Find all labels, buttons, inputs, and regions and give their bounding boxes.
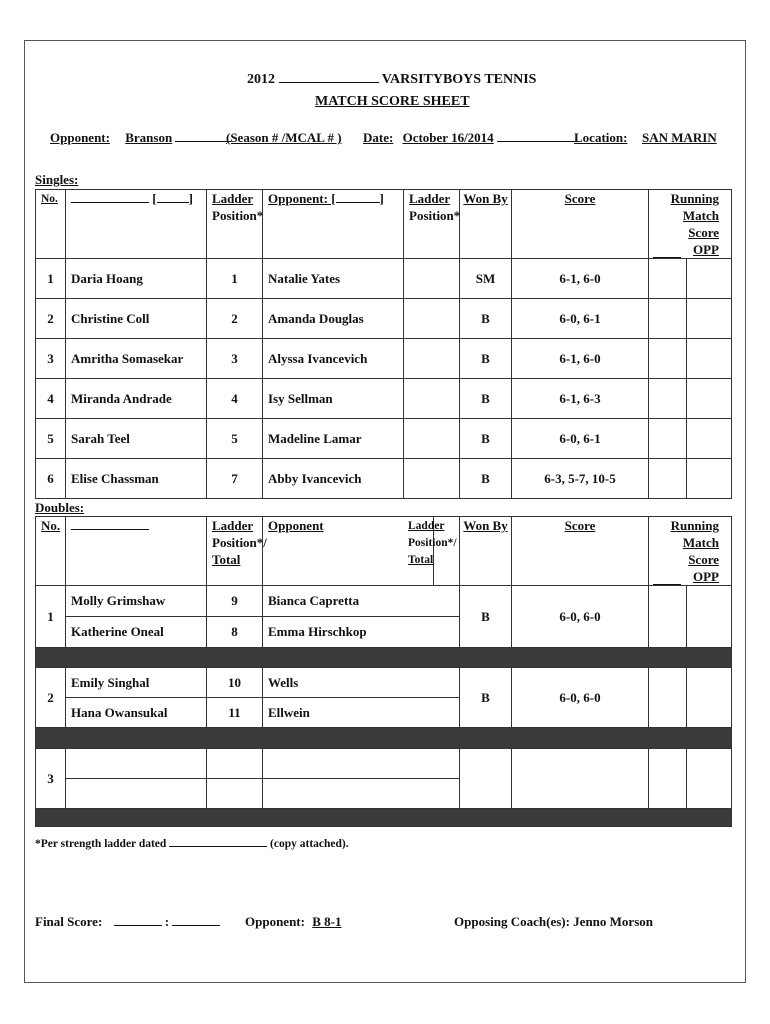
doubles-team-row <box>36 668 732 698</box>
singles-row <box>36 299 732 339</box>
singles-running-home <box>649 419 687 459</box>
doubles-ladder-1: 9 <box>207 586 263 617</box>
singles-score: 6-1, 6-3 <box>512 379 649 419</box>
doubles-player-1 <box>66 749 207 779</box>
location-value: SAN MARIN <box>642 130 717 145</box>
doubles-player-2: Katherine Oneal <box>66 617 207 648</box>
singles-won-by: B <box>460 339 512 379</box>
doubles-running-home <box>649 749 687 809</box>
singles-running-opp <box>687 419 732 459</box>
singles-player: Elise Chassman <box>66 459 207 499</box>
doubles-opponent-2 <box>263 779 460 809</box>
doubles-player-2 <box>66 779 207 809</box>
singles-ladder: 7 <box>207 459 263 499</box>
doubles-divider <box>36 809 732 827</box>
singles-opponent: Abby Ivancevich <box>263 459 404 499</box>
singles-running-home <box>649 459 687 499</box>
singles-score: 6-1, 6-0 <box>512 259 649 299</box>
doubles-opponent-1: Wells <box>263 668 460 698</box>
singles-no: 1 <box>36 259 66 299</box>
doubles-header-row <box>36 517 732 586</box>
doubles-no: 1 <box>36 586 66 648</box>
doubles-opponent-2: Ellwein <box>263 698 460 728</box>
doubles-score: 6-0, 6-0 <box>512 586 649 648</box>
singles-player: Sarah Teel <box>66 419 207 459</box>
singles-won-by: B <box>460 299 512 339</box>
singles-section-label: Singles: <box>35 172 79 187</box>
singles-ladder: 4 <box>207 379 263 419</box>
doubles-opponent-1: Bianca Capretta <box>263 586 460 617</box>
doubles-col-won-by: Won By <box>460 517 512 586</box>
doubles-player-1: Molly Grimshaw <box>66 586 207 617</box>
singles-player: Amritha Somasekar <box>66 339 207 379</box>
singles-no: 2 <box>36 299 66 339</box>
date-value: October 16/2014 <box>402 130 494 145</box>
singles-won-by: B <box>460 379 512 419</box>
singles-col-opponent: Opponent: [ ] <box>263 190 404 259</box>
doubles-ladder-1 <box>207 749 263 779</box>
doubles-col-running: Running Match Score OPP <box>649 517 732 586</box>
singles-col-player: [ ] <box>66 190 207 259</box>
singles-ladder: 5 <box>207 419 263 459</box>
singles-row <box>36 379 732 419</box>
singles-row <box>36 259 732 299</box>
doubles-player-2: Hana Owansukal <box>66 698 207 728</box>
singles-opponent: Natalie Yates <box>263 259 404 299</box>
doubles-running-home <box>649 668 687 728</box>
final-score-label: Final Score: <box>35 914 103 929</box>
doubles-team-row <box>36 749 732 779</box>
singles-header-row <box>36 190 732 259</box>
singles-running-opp <box>687 259 732 299</box>
singles-no: 6 <box>36 459 66 499</box>
doubles-col-score: Score <box>512 517 649 586</box>
doubles-no: 2 <box>36 668 66 728</box>
singles-won-by: B <box>460 419 512 459</box>
opponent-line <box>50 130 231 146</box>
singles-opp-ladder <box>404 299 460 339</box>
singles-opponent: Madeline Lamar <box>263 419 404 459</box>
singles-row <box>36 339 732 379</box>
singles-no: 3 <box>36 339 66 379</box>
doubles-score <box>512 749 649 809</box>
doubles-no: 3 <box>36 749 66 809</box>
singles-player: Miranda Andrade <box>66 379 207 419</box>
opposing-coach: Opposing Coach(es): Jenno Morson <box>454 914 653 929</box>
doubles-score: 6-0, 6-0 <box>512 668 649 728</box>
singles-running-opp <box>687 299 732 339</box>
singles-opponent: Isy Sellman <box>263 379 404 419</box>
singles-no: 5 <box>36 419 66 459</box>
singles-won-by: SM <box>460 259 512 299</box>
singles-score: 6-1, 6-0 <box>512 339 649 379</box>
doubles-col-ladder: Ladder Position*/ Total <box>207 517 263 586</box>
doubles-running-opp <box>687 668 732 728</box>
singles-col-opp-ladder: Ladder Position* <box>404 190 460 259</box>
doubles-running-opp <box>687 586 732 648</box>
singles-score: 6-3, 5-7, 10-5 <box>512 459 649 499</box>
final-score-line: Final Score: : <box>35 914 220 930</box>
singles-score: 6-0, 6-1 <box>512 299 649 339</box>
doubles-running-opp <box>687 749 732 809</box>
sheet-title: 2012 VARSITYBOYS TENNIS <box>247 72 537 87</box>
singles-col-score: Score <box>512 190 649 259</box>
singles-running-home <box>649 259 687 299</box>
date-line <box>363 130 579 146</box>
singles-col-won-by: Won By <box>460 190 512 259</box>
singles-ladder: 1 <box>207 259 263 299</box>
singles-opp-ladder <box>404 379 460 419</box>
singles-running-opp <box>687 379 732 419</box>
singles-no: 4 <box>36 379 66 419</box>
doubles-won-by: B <box>460 586 512 648</box>
singles-won-by: B <box>460 459 512 499</box>
doubles-won-by <box>460 749 512 809</box>
singles-running-opp <box>687 459 732 499</box>
doubles-won-by: B <box>460 668 512 728</box>
doubles-ladder-2: 8 <box>207 617 263 648</box>
singles-opp-ladder <box>404 459 460 499</box>
singles-running-home <box>649 379 687 419</box>
doubles-player-1: Emily Singhal <box>66 668 207 698</box>
singles-col-no: No. <box>36 190 66 259</box>
doubles-team-row <box>36 586 732 617</box>
final-opponent-value: B 8-1 <box>312 914 342 929</box>
singles-player: Christine Coll <box>66 299 207 339</box>
doubles-table <box>35 516 732 827</box>
ladder-note: *Per strength ladder dated (copy attached). <box>35 838 349 850</box>
season-label: (Season # /MCAL # ) <box>226 130 342 145</box>
doubles-opponent-1 <box>263 749 460 779</box>
doubles-col-opp-ladder-label: Ladder Position*/ Total <box>408 520 457 566</box>
opponent-label: Opponent: <box>50 130 110 145</box>
date-label: Date: <box>363 130 394 145</box>
singles-col-running: Running Match Score OPP <box>649 190 732 259</box>
final-opponent-label: Opponent: <box>245 914 305 929</box>
doubles-ladder-2 <box>207 779 263 809</box>
opponent-value: Branson <box>125 130 173 145</box>
singles-opponent: Alyssa Ivancevich <box>263 339 404 379</box>
doubles-col-opponent: Opponent <box>263 517 434 586</box>
singles-running-home <box>649 339 687 379</box>
singles-running-opp <box>687 339 732 379</box>
doubles-divider <box>36 648 732 668</box>
singles-ladder: 3 <box>207 339 263 379</box>
doubles-ladder-1: 10 <box>207 668 263 698</box>
singles-opp-ladder <box>404 339 460 379</box>
singles-row <box>36 419 732 459</box>
doubles-ladder-2: 11 <box>207 698 263 728</box>
singles-opp-ladder <box>404 259 460 299</box>
doubles-running-home <box>649 586 687 648</box>
doubles-col-no: No. <box>36 517 66 586</box>
final-score-opp[interactable] <box>172 925 220 926</box>
doubles-opponent-2: Emma Hirschkop <box>263 617 460 648</box>
doubles-divider <box>36 728 732 749</box>
singles-row <box>36 459 732 499</box>
sheet-subtitle: MATCH SCORE SHEET <box>315 94 470 109</box>
doubles-col-player <box>66 517 207 586</box>
singles-table <box>35 189 732 499</box>
singles-col-ladder: Ladder Position* <box>207 190 263 259</box>
location-label: Location: <box>574 130 628 145</box>
singles-score: 6-0, 6-1 <box>512 419 649 459</box>
doubles-section-label: Doubles: <box>35 500 85 515</box>
final-opponent-line <box>245 914 341 930</box>
singles-running-home <box>649 299 687 339</box>
singles-opp-ladder <box>404 419 460 459</box>
final-score-home[interactable] <box>114 925 162 926</box>
singles-opponent: Amanda Douglas <box>263 299 404 339</box>
singles-player: Daria Hoang <box>66 259 207 299</box>
singles-ladder: 2 <box>207 299 263 339</box>
